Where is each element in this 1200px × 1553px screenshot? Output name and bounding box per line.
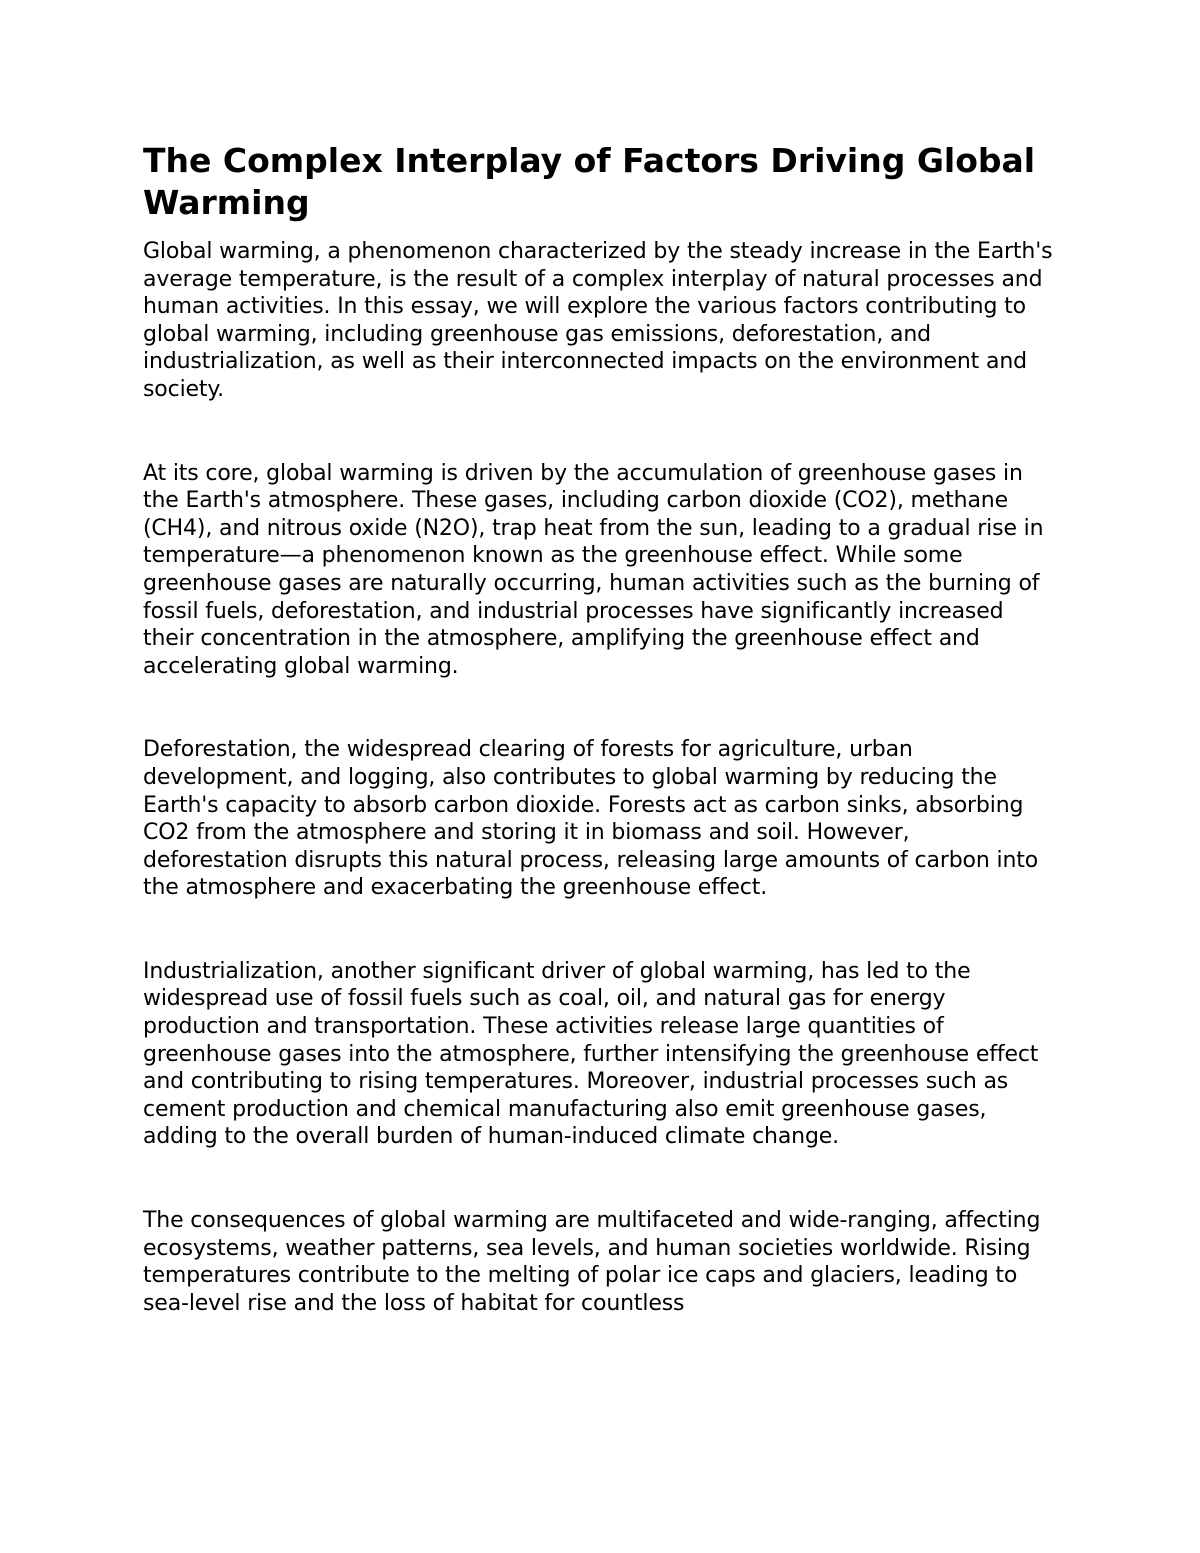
paragraph-industrialization: Industrialization, another significant driver of global warming, has led to the widespread use of fossil fuels such as coal, oil, and natural gas for energy production and transportation. These activities release large quantities of greenhouse gases into the atmosphere, further intensifying the greenhouse effect and contributing to rising temperatures. Moreover, industrial processes such as cement production and chemical manufacturing also emit greenhouse gases, adding to the overall burden of human-induced climate change. [143,958,1039,1150]
document-title: The Complex Interplay of Factors Driving Global Warming [143,141,1036,222]
document-body [143,140,1058,1317]
paragraph-consequences: The consequences of global warming are multifaceted and wide-ranging, affecting ecosystems, weather patterns, sea levels, and human societies worldwide. Rising temperatures contribute to the melting of polar ice caps and glaciers, leading to sea-level rise and the loss of habitat for countless [143,1208,1041,1316]
paragraph-greenhouse-gases: At its core, global warming is driven by the accumulation of greenhouse gases in the Earth's atmosphere. These gases, including carbon dioxide (CO2), methane (CH4), and nitrous oxide (N2O), trap heat from the sun, leading to a gradual rise in temperature—a phenomenon known as the greenhouse effect. While some greenhouse gases are naturally occurring, human activities such as the burning of fossil fuels, deforestation, and industrial processes have significantly increased their concentration in the atmosphere, amplifying the greenhouse effect and accelerating global warming. [143,460,1044,679]
paragraph-deforestation: Deforestation, the widespread clearing of forests for agriculture, urban development, and logging, also contributes to global warming by reducing the Earth's capacity to absorb carbon dioxide. Forests act as carbon sinks, absorbing CO2 from the atmosphere and storing it in biomass and soil. However, deforestation disrupts this natural process, releasing large amounts of carbon into the atmosphere and exacerbating the greenhouse effect. [143,737,1039,901]
paragraph-introduction: Global warming, a phenomenon characterized by the steady increase in the Earth's average temperature, is the result of a complex interplay of natural processes and human activities. In this essay, we will explore the various factors contributing to global warming, including greenhouse gas emissions, deforestation, and industrialization, as well as their interconnected impacts on the environment and society. [143,239,1053,402]
